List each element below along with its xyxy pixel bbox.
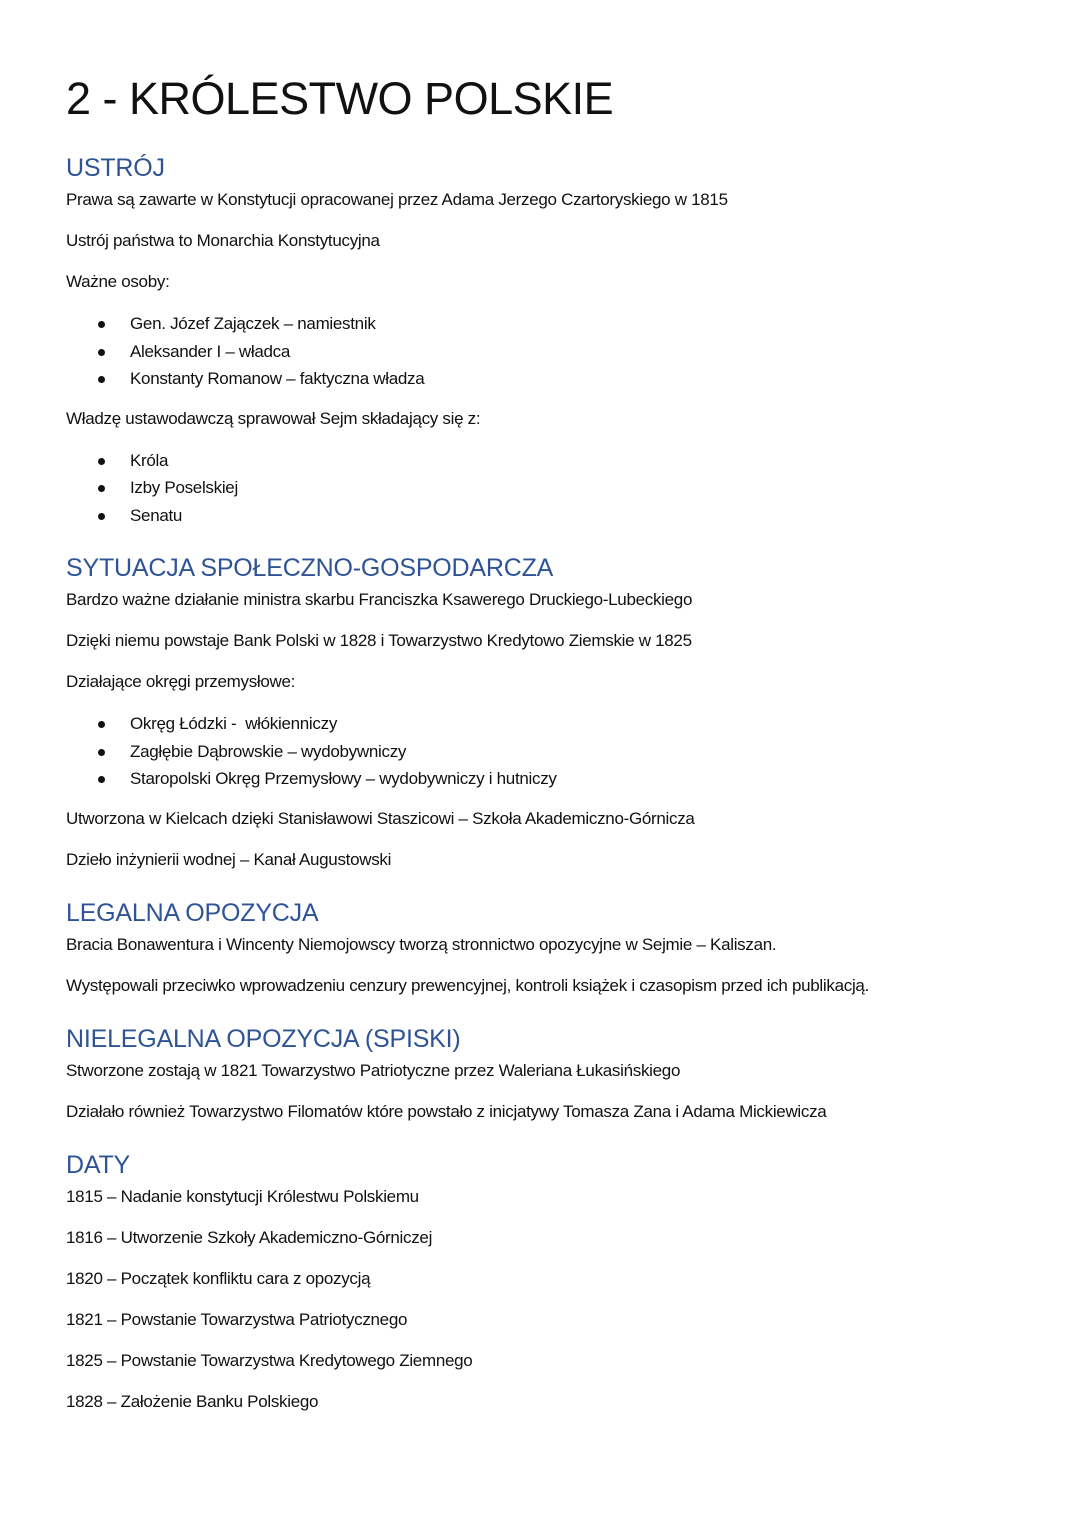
bullet-icon: [98, 321, 105, 328]
bullet-icon: [98, 513, 105, 520]
paragraph: Występowali przeciwko wprowadzeniu cenzury prewencyjnej, kontroli książek i czasopism przed ich publikacją.: [66, 975, 869, 995]
section-heading-ustroj: USTRÓJ: [66, 154, 165, 182]
list-item-text: Króla: [130, 450, 169, 470]
bullet-icon: [98, 458, 105, 465]
date-entry: 1815 – Nadanie konstytucji Królestwu Polskiemu: [66, 1186, 419, 1206]
list-item: [66, 710, 1026, 738]
list-item: [66, 765, 1026, 793]
bullet-list-industry: [66, 710, 1026, 793]
paragraph: Prawa są zawarte w Konstytucji opracowanej przez Adama Jerzego Czartoryskiego w 1815: [66, 190, 728, 209]
bullet-list-people: [66, 310, 1026, 393]
date-entry: 1820 – Początek konfliktu cara z opozycją: [66, 1268, 371, 1288]
paragraph: Działało również Towarzystwo Filomatów które powstało z inicjatywy Tomasza Zana i Adama Mickiewicza: [66, 1101, 827, 1121]
bullet-icon: [98, 485, 105, 492]
bullet-list-sejm: [66, 447, 1026, 530]
bullet-icon: [98, 776, 105, 783]
list-item: [66, 365, 1026, 393]
paragraph: Bardzo ważne działanie ministra skarbu Franciszka Ksawerego Druckiego-Lubeckiego: [66, 590, 693, 609]
bullet-icon: [98, 376, 105, 383]
list-item-text: Gen. Józef Zajączek – namiestnik: [130, 314, 376, 333]
section-heading-nielegalna-opozycja: NIELEGALNA OPOZYCJA (SPISKI): [66, 1024, 461, 1053]
list-item-text: Aleksander I – władca: [130, 341, 291, 361]
bullet-icon: [98, 749, 105, 756]
bullet-icon: [98, 349, 105, 356]
paragraph: Dzieło inżynierii wodnej – Kanał Augustowski: [66, 849, 392, 869]
list-item: [66, 474, 1026, 502]
list-item-text: Izby Poselskiej: [130, 478, 238, 497]
date-entry: 1821 – Powstanie Towarzystwa Patriotycznego: [66, 1309, 408, 1329]
list-item-text: Senatu: [130, 505, 183, 525]
list-item-text: Zagłębie Dąbrowskie – wydobywniczy: [130, 741, 407, 761]
bullet-icon: [98, 721, 105, 728]
date-entry: 1816 – Utworzenie Szkoły Akademiczno-Górniczej: [66, 1227, 433, 1247]
list-item-text: Okręg Łódzki - włókienniczy: [130, 714, 338, 733]
list-item: [66, 738, 1026, 766]
paragraph: Władzę ustawodawczą sprawował Sejm składający się z:: [66, 408, 481, 428]
list-item: [66, 310, 1026, 338]
document-page: [66, 0, 1026, 1414]
section-heading-legalna-opozycja: LEGALNA OPOZYCJA: [66, 898, 319, 927]
paragraph: Ważne osoby:: [66, 272, 170, 291]
paragraph: Dzięki niemu powstaje Bank Polski w 1828 i Towarzystwo Kredytowo Ziemskie w 1825: [66, 631, 692, 650]
paragraph: Bracia Bonawentura i Wincenty Niemojowscy tworzą stronnictwo opozycyjne w Sejmie – Kaliszan.: [66, 934, 777, 954]
document-title: 2 - KRÓLESTWO POLSKIE: [66, 73, 614, 124]
date-entry: 1825 – Powstanie Towarzystwa Kredytowego Ziemnego: [66, 1350, 473, 1370]
list-item: [66, 338, 1026, 366]
date-entry: 1828 – Założenie Banku Polskiego: [66, 1391, 319, 1411]
list-item: [66, 447, 1026, 475]
list-item: [66, 502, 1026, 530]
paragraph: Ustrój państwa to Monarchia Konstytucyjna: [66, 231, 380, 250]
section-heading-sytuacja: SYTUACJA SPOŁECZNO-GOSPODARCZA: [66, 554, 554, 582]
paragraph: Działające okręgi przemysłowe:: [66, 672, 296, 691]
section-heading-daty: DATY: [66, 1150, 131, 1179]
list-item-text: Konstanty Romanow – faktyczna władza: [130, 369, 425, 388]
paragraph: Stworzone zostają w 1821 Towarzystwo Patriotyczne przez Waleriana Łukasińskiego: [66, 1060, 681, 1080]
paragraph: Utworzona w Kielcach dzięki Stanisławowi Staszicowi – Szkoła Akademiczno-Górnicza: [66, 808, 695, 828]
list-item-text: Staropolski Okręg Przemysłowy – wydobywniczy i hutniczy: [130, 769, 557, 788]
